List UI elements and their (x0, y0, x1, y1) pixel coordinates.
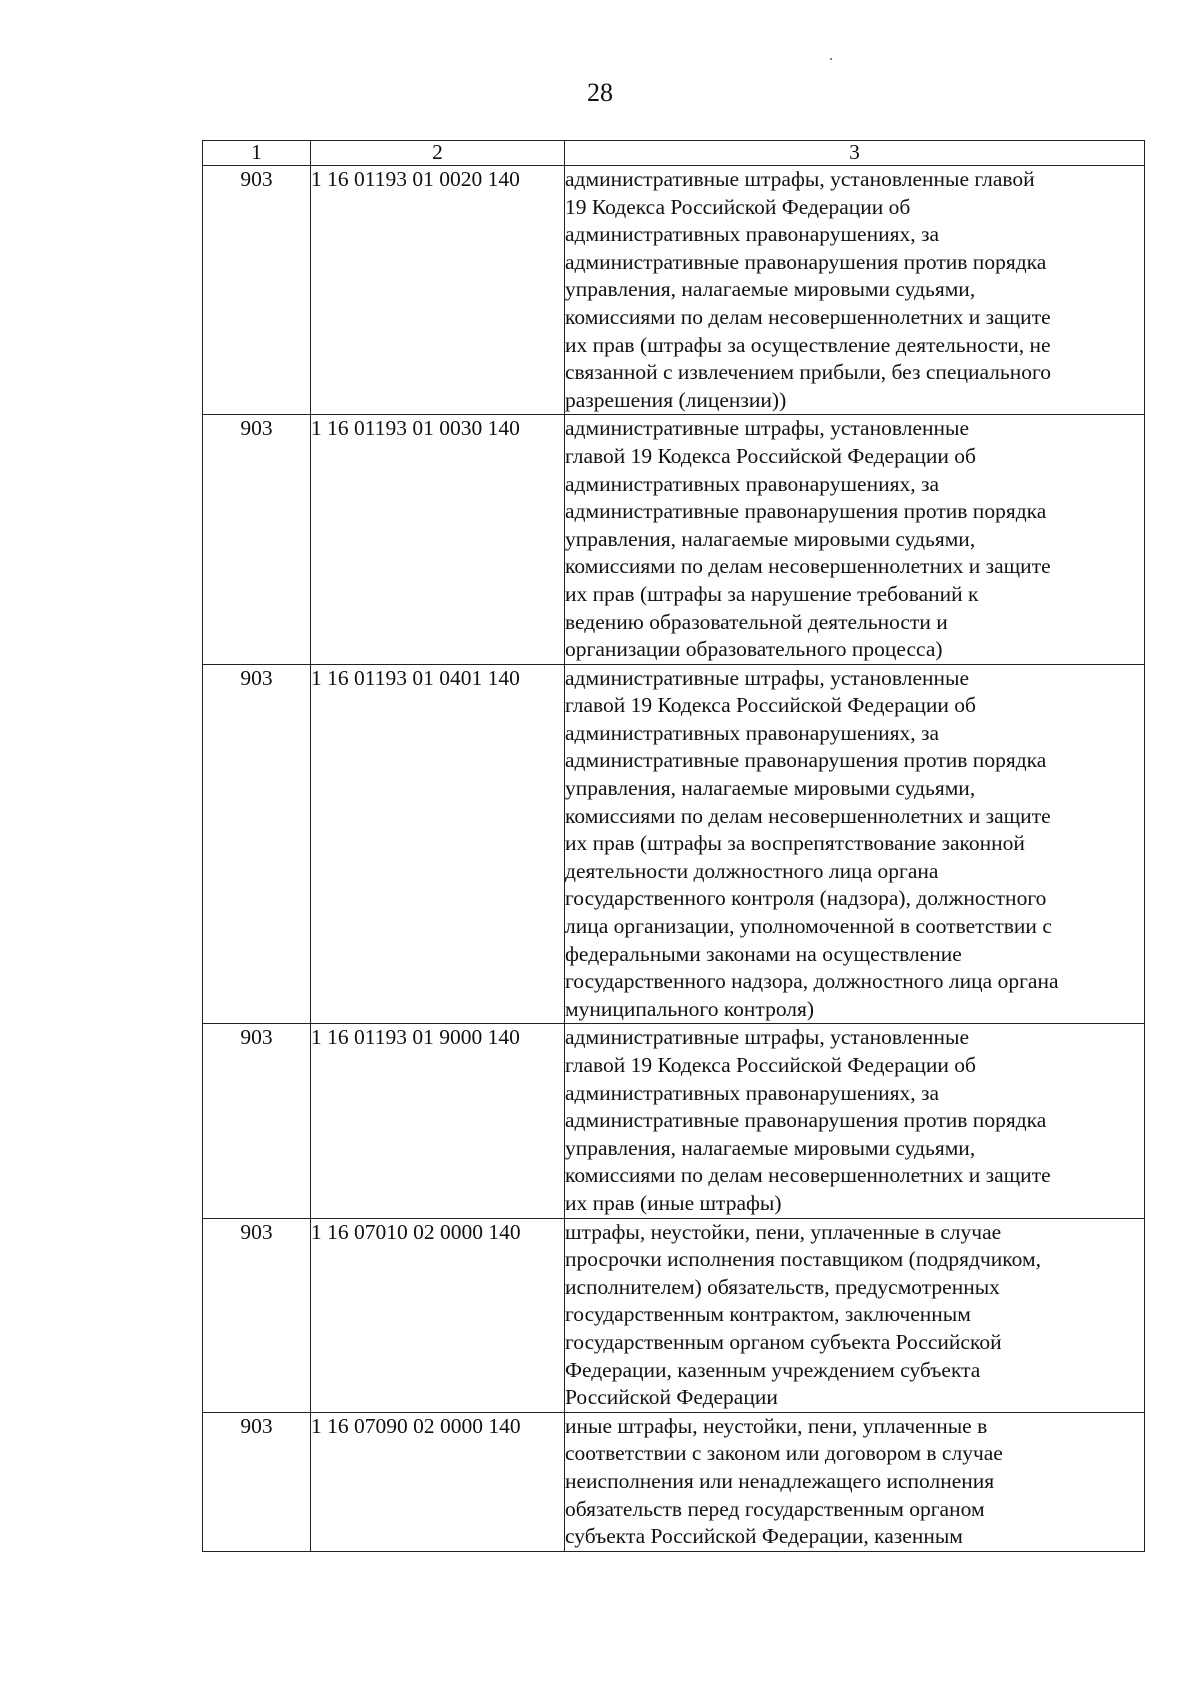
description-line: главой 19 Кодекса Российской Федерации об (565, 1053, 976, 1077)
table-header (203, 141, 1145, 166)
description-line: обязательств перед государственным органом (565, 1496, 985, 1521)
description-line: государственного надзора, должностного лица органа (565, 969, 1059, 994)
admin-code-cell: 903 (203, 1218, 311, 1412)
description-line: государственным контрактом, заключенным (565, 1302, 971, 1327)
description-line: административных правонарушениях, за (565, 1080, 940, 1105)
description-line: их прав (иные штрафы) (565, 1190, 782, 1215)
description-line: государственного контроля (надзора), должностного (565, 886, 1047, 911)
admin-code-cell: 903 (203, 664, 311, 1024)
header-col-3: 3 (565, 141, 1145, 166)
description-line: разрешения (лицензии)) (565, 387, 787, 412)
table-row (203, 1218, 1145, 1412)
description-line: штрафы, неустойки, пени, уплаченные в случае (565, 1219, 1002, 1244)
description-cell (565, 415, 1145, 664)
description-line: комиссиями по делам несовершеннолетних и защите (565, 803, 1051, 828)
description-cell (565, 1024, 1145, 1218)
description-cell (565, 166, 1145, 415)
description-line: лица организации, уполномоченной в соответствии с (565, 914, 1052, 939)
admin-code-cell: 903 (203, 415, 311, 664)
description-line: административных правонарушениях, за (565, 471, 940, 496)
kbk-code-cell: 1 16 07090 02 0000 140 (311, 1412, 565, 1551)
kbk-code-cell: 1 16 01193 01 9000 140 (311, 1024, 565, 1218)
description-line: административные правонарушения против порядка (565, 748, 1047, 773)
description-line: административные правонарушения против порядка (565, 249, 1047, 274)
description-line: управления, налагаемые мировыми судьями, (565, 277, 976, 302)
table-row (203, 664, 1145, 1024)
description-cell (565, 1218, 1145, 1412)
header-col-2: 2 (311, 141, 565, 166)
description-line: административные правонарушения против порядка (565, 499, 1047, 524)
table-row (203, 1024, 1145, 1218)
description-line: 19 Кодекса Российской Федерации об (565, 194, 911, 219)
description-line: иные штрафы, неустойки, пени, уплаченные в (565, 1413, 988, 1438)
description-line: комиссиями по делам несовершеннолетних и защите (565, 554, 1051, 579)
description-line: муниципального контроля) (565, 996, 815, 1021)
admin-code-cell: 903 (203, 166, 311, 415)
header-col-1: 1 (203, 141, 311, 166)
description-line: административные штрафы, установленные (565, 416, 969, 441)
page-number: 28 (587, 78, 613, 107)
description-line: ведению образовательной деятельности и (565, 609, 948, 634)
revenue-codes-table (202, 140, 1145, 1552)
header-row (203, 141, 1145, 166)
description-cell (565, 1412, 1145, 1551)
table-row (203, 166, 1145, 415)
description-line: организации образовательного процесса) (565, 637, 943, 662)
description-line: связанной с извлечением прибыли, без специального (565, 360, 1052, 385)
description-line: административных правонарушениях, за (565, 222, 940, 247)
scan-speck (830, 58, 832, 60)
description-line: комиссиями по делам несовершеннолетних и защите (565, 304, 1051, 329)
description-line: соответствии с законом или договором в случае (565, 1441, 1003, 1466)
kbk-code-cell: 1 16 01193 01 0020 140 (311, 166, 565, 415)
kbk-code-cell: 1 16 01193 01 0030 140 (311, 415, 565, 664)
admin-code-cell: 903 (203, 1024, 311, 1218)
description-line: их прав (штрафы за нарушение требований к (565, 581, 979, 606)
description-line: главой 19 Кодекса Российской Федерации об (565, 693, 976, 718)
table-row (203, 415, 1145, 664)
table-row (203, 1412, 1145, 1551)
description-line: деятельности должностного лица органа (565, 858, 939, 883)
description-line: просрочки исполнения поставщиком (подрядчиком, (565, 1247, 1041, 1272)
description-line: управления, налагаемые мировыми судьями, (565, 776, 976, 801)
description-cell (565, 664, 1145, 1024)
table-body (203, 166, 1145, 1552)
admin-code-cell: 903 (203, 1412, 311, 1551)
description-line: административные штрафы, установленные (565, 665, 969, 690)
description-line: их прав (штрафы за осуществление деятельности, не (565, 332, 1051, 357)
description-line: неисполнения или ненадлежащего исполнения (565, 1468, 995, 1493)
kbk-code-cell: 1 16 07010 02 0000 140 (311, 1218, 565, 1412)
description-line: Российской Федерации (565, 1385, 778, 1410)
description-line: административных правонарушениях, за (565, 720, 940, 745)
description-line: главой 19 Кодекса Российской Федерации об (565, 443, 976, 468)
description-line: государственным органом субъекта Российской (565, 1329, 1002, 1354)
description-line: исполнителем) обязательств, предусмотренных (565, 1274, 1000, 1299)
description-line: административные правонарушения против порядка (565, 1108, 1047, 1133)
description-line: управления, налагаемые мировыми судьями, (565, 1135, 976, 1160)
description-line: их прав (штрафы за воспрепятствование законной (565, 831, 1025, 856)
description-line: комиссиями по делам несовершеннолетних и защите (565, 1163, 1051, 1188)
description-line: субъекта Российской Федерации, казенным (565, 1524, 963, 1549)
description-line: административные штрафы, установленные главой (565, 167, 1035, 191)
description-line: Федерации, казенным учреждением субъекта (565, 1357, 981, 1382)
description-line: административные штрафы, установленные (565, 1025, 969, 1050)
description-line: управления, налагаемые мировыми судьями, (565, 526, 976, 551)
kbk-code-cell: 1 16 01193 01 0401 140 (311, 664, 565, 1024)
description-line: федеральными законами на осуществление (565, 941, 962, 966)
